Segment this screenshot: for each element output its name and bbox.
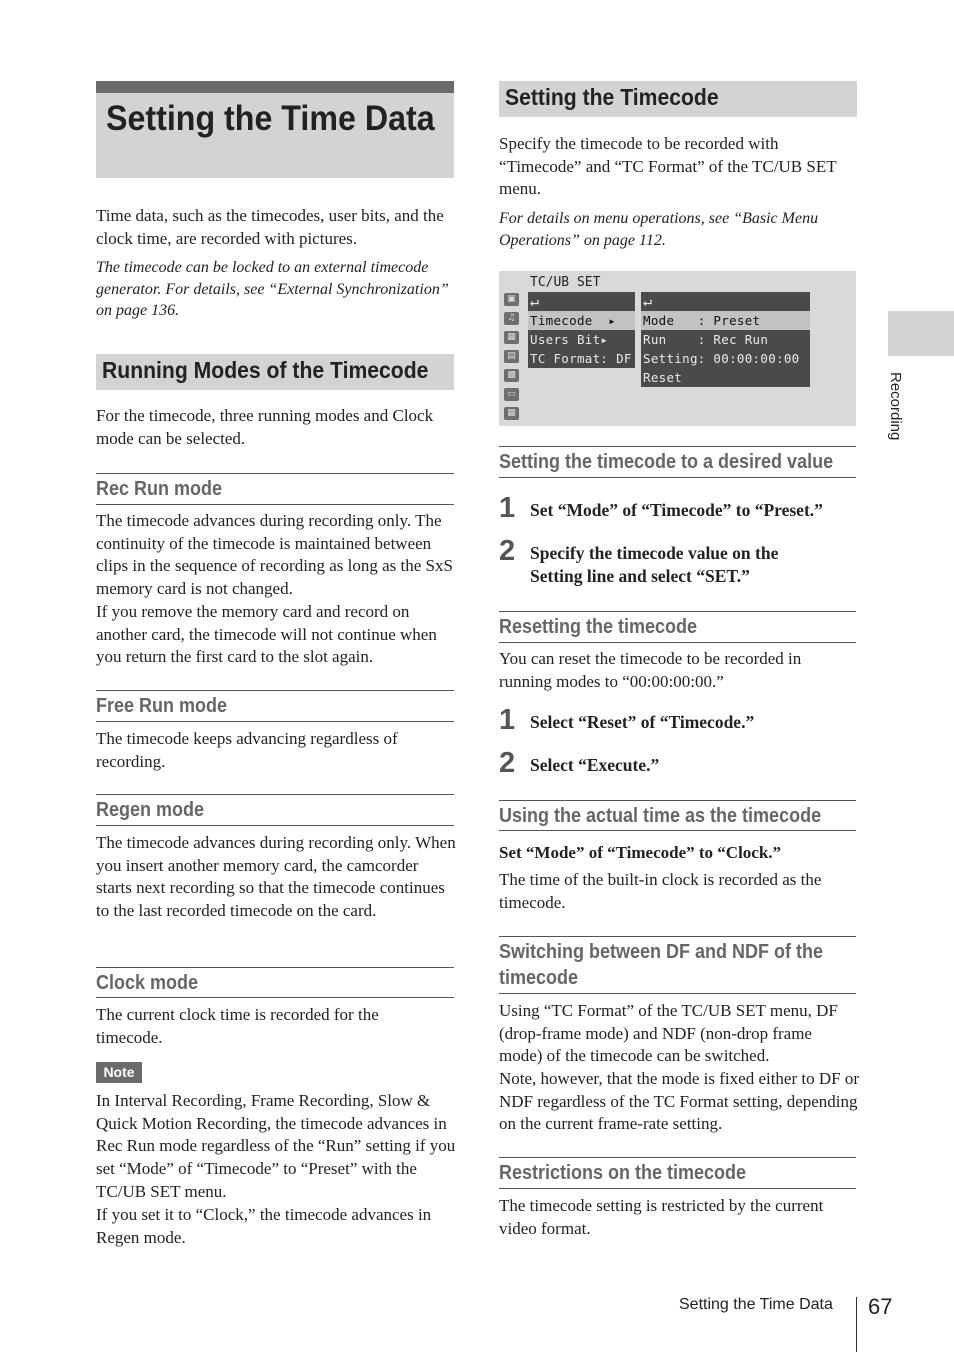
- df-ndf-heading-line2: timecode: [499, 967, 579, 989]
- rec-run-heading-box: [96, 473, 454, 505]
- clock-heading-box: [96, 967, 454, 998]
- resetting-heading: Resetting the timecode: [499, 616, 698, 638]
- rec-run-heading: Rec Run mode: [96, 478, 223, 500]
- tc-icon: ▩: [504, 369, 519, 382]
- title-banner: [96, 81, 454, 178]
- clock-heading: Clock mode: [96, 972, 199, 994]
- video-icon: ▦: [504, 331, 519, 344]
- menu-item-mode: Mode : Preset: [641, 311, 810, 330]
- menu-icon-column: [504, 293, 520, 426]
- step-text: Specify the timecode value on the Setting line and select “SET.”: [530, 543, 779, 586]
- step-number: 2: [499, 747, 516, 779]
- actual-time-heading: Using the actual time as the timecode: [499, 805, 822, 827]
- df-ndf-body: Using “TC Format” of the TC/UB SET menu, DF (drop-frame mode) and NDF (non-drop frame mode) of the timecode can be switched.: [499, 1001, 838, 1066]
- back-arrow-icon: ↵: [528, 292, 635, 311]
- running-modes-heading-box: [96, 354, 454, 390]
- menu-title: TC/UB SET: [530, 275, 601, 290]
- free-run-body: The timecode keeps advancing regardless of recording.: [96, 729, 398, 771]
- step-text: Select “Reset” of “Timecode.”: [530, 712, 755, 732]
- free-run-heading: Free Run mode: [96, 695, 228, 717]
- chapter-side-tab: [888, 311, 954, 356]
- df-ndf-heading-line1: Switching between DF and NDF of the: [499, 941, 823, 963]
- rec-run-body: The timecode advances during recording only. The continuity of the timecode is maintained between clips in the sequence of recording as long as the SxS memory card is not changed.: [96, 511, 453, 599]
- step-number: 2: [499, 535, 516, 567]
- lcd-icon: ▤: [504, 350, 519, 363]
- df-ndf-heading: [499, 939, 823, 991]
- restrictions-body: The timecode setting is restricted by the current video format.: [499, 1196, 824, 1238]
- step-text: Select “Execute.”: [530, 755, 660, 775]
- regen-heading-box: [96, 794, 454, 826]
- menu-item-reset: Reset: [641, 368, 810, 387]
- setting-timecode-heading-box: [499, 81, 857, 117]
- menu-item-users-bit: Users Bit▸: [528, 330, 635, 349]
- tcub-set-menu-screenshot: [499, 271, 856, 426]
- note-body: In Interval Recording, Frame Recording, Slow & Quick Motion Recording, the timecode advances in Rec Run mode regardless of the “Run” setting if you set “Mode” of “Timecode” to “Preset” with the TC/UB SET menu.: [96, 1091, 456, 1201]
- restrictions-heading-box: [499, 1157, 856, 1189]
- intro-note: The timecode can be locked to an external timecode generator. For details, see “External Synchronization” on page 136.: [96, 259, 449, 319]
- menu-item-run: Run : Rec Run: [641, 330, 810, 349]
- other-icon: ▦: [504, 407, 519, 420]
- setting-timecode-heading: Setting the Timecode: [505, 84, 719, 110]
- note-badge: Note: [96, 1062, 142, 1083]
- desired-value-heading-box: [499, 446, 856, 478]
- df-ndf-body-2: Note, however, that the mode is fixed either to DF or NDF regardless of the TC Format setting, depending on the current frame-rate setting.: [499, 1069, 860, 1134]
- footer-divider: [856, 1297, 857, 1352]
- intro-text: Time data, such as the timecodes, user bits, and the clock time, are recorded with pictures.: [96, 206, 444, 248]
- menu-item-setting: Setting: 00:00:00:00: [641, 349, 810, 368]
- note-body-2: If you set it to “Clock,” the timecode advances in Regen mode.: [96, 1205, 432, 1247]
- actual-time-heading-box: [499, 800, 856, 831]
- setting-timecode-intro: Specify the timecode to be recorded with “Timecode” and “TC Format” of the TC/UB SET menu.: [499, 134, 837, 199]
- page-number: 67: [868, 1294, 893, 1319]
- restrictions-heading: Restrictions on the timecode: [499, 1162, 747, 1184]
- desired-value-heading: Setting the timecode to a desired value: [499, 451, 834, 473]
- clock-body: The current clock time is recorded for the timecode.: [96, 1005, 379, 1047]
- menu-right-list: [641, 292, 810, 387]
- step-number: 1: [499, 492, 516, 524]
- step-text: Set “Mode” of “Timecode” to “Preset.”: [530, 500, 823, 520]
- page-title: Setting the Time Data: [106, 99, 435, 138]
- df-ndf-heading-box: [499, 936, 856, 994]
- running-modes-heading: Running Modes of the Timecode: [102, 357, 429, 383]
- menu-item-tc-format: TC Format: DF: [528, 349, 635, 368]
- resetting-body: You can reset the timecode to be recorded in running modes to “00:00:00:00.”: [499, 649, 802, 691]
- actual-time-lead: Set “Mode” of “Timecode” to “Clock.”: [499, 843, 782, 862]
- regen-body: The timecode advances during recording only. When you insert another memory card, the camcorder starts next recording so that the timecode continues to the last recorded timecode on the card.: [96, 833, 456, 921]
- back-arrow-icon: ↵: [641, 292, 810, 311]
- menu-item-timecode: Timecode ▸: [528, 311, 635, 330]
- chapter-side-label: Recording: [887, 372, 904, 441]
- menu-left-list: [528, 292, 635, 368]
- running-modes-intro: For the timecode, three running modes and Clock mode can be selected.: [96, 406, 434, 448]
- actual-time-body: The time of the built-in clock is recorded as the timecode.: [499, 870, 822, 912]
- rec-run-body-2: If you remove the memory card and record on another card, the timecode will not continue when you return the first card to the slot again.: [96, 602, 437, 667]
- step-number: 1: [499, 704, 516, 736]
- setting-timecode-note: For details on menu operations, see “Basic Menu Operations” on page 112.: [499, 210, 819, 249]
- resetting-heading-box: [499, 611, 856, 643]
- audio-icon: ♫: [504, 312, 519, 325]
- free-run-heading-box: [96, 690, 454, 722]
- media-icon: ▭: [504, 388, 519, 401]
- regen-heading: Regen mode: [96, 799, 205, 821]
- footer-section-title: Setting the Time Data: [679, 1296, 833, 1313]
- camera-icon: ▣: [504, 293, 519, 306]
